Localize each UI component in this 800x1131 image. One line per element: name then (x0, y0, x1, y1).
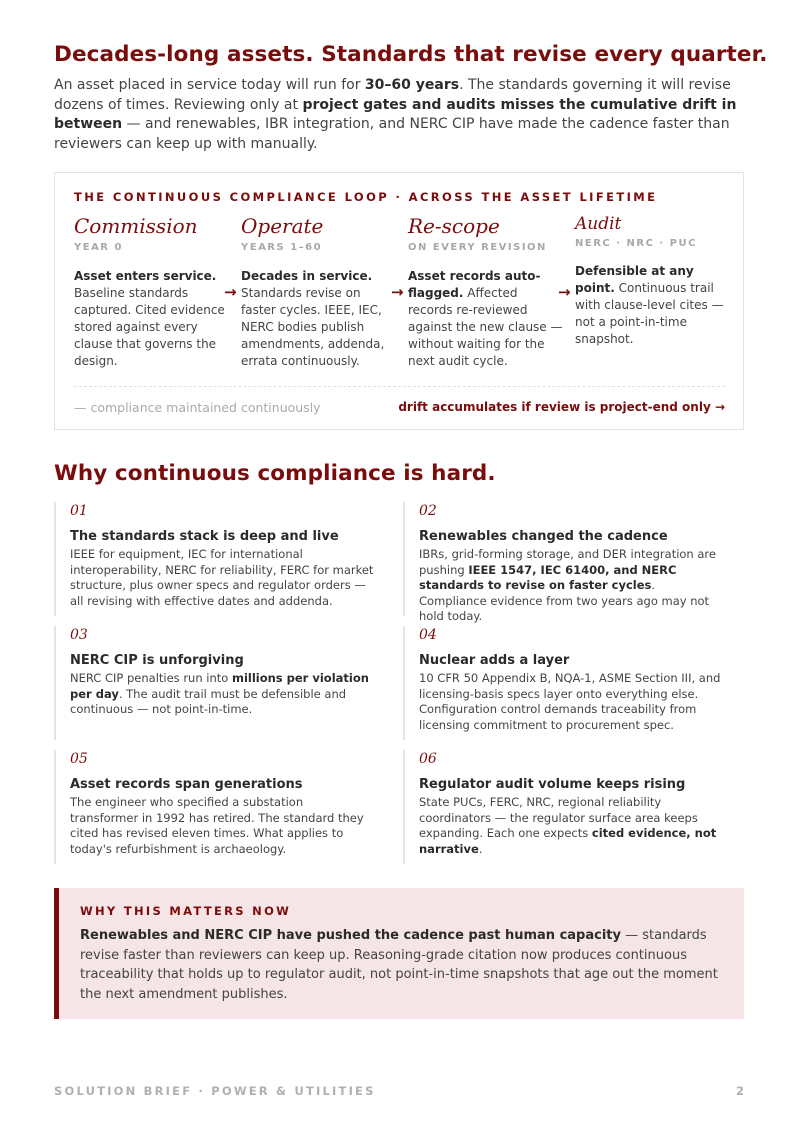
arrow-right-icon: → (224, 283, 237, 301)
stage-description (74, 268, 229, 370)
intro-emphasis: 30–60 years (364, 77, 460, 93)
compliance-loop-panel (54, 172, 744, 430)
stage-description (241, 268, 396, 370)
challenge-card (403, 502, 723, 623)
stage-subtitle: YEAR 0 (74, 242, 123, 253)
page-number: 2 (735, 1084, 744, 1098)
stage-audit (575, 213, 730, 348)
stage-lead: Asset records auto-flagged. (408, 269, 541, 300)
intro-emphasis: project gates and audits misses the cumulative drift in between (54, 96, 737, 132)
card-body: 10 CFR 50 Appendix B, NQA-1, ASME Section III, and licensing-basis specs layer onto everything else. Configuration control demands traceability from licensing commitment to procurement spec. (419, 671, 721, 732)
loop-footer-note: — compliance maintained continuously (74, 400, 321, 415)
card-body: . Compliance evidence from two years ago may not hold today. (419, 578, 710, 623)
callout-heading: WHY THIS MATTERS NOW (80, 904, 292, 918)
card-title: Regulator audit volume keeps rising (419, 777, 686, 792)
intro-text: . The standards governing it will revise dozens of times. Reviewing only at (54, 77, 731, 113)
stage-lead: Asset enters service. (74, 269, 217, 283)
card-text (70, 795, 374, 857)
intro-paragraph (54, 76, 744, 154)
intro-text: An asset placed in service today will run for (54, 77, 365, 93)
callout-body: — standards revise faster than reviewers can keep up. Reasoning-grade citation now produces continuous traceability that holds up to regulator audit, not point-in-time snapshots that age out the moment the next amendment publishes. (80, 928, 718, 1002)
loop-heading: THE CONTINUOUS COMPLIANCE LOOP · ACROSS THE ASSET LIFETIME (74, 190, 658, 204)
card-title: Nuclear adds a layer (419, 653, 570, 668)
card-text (70, 547, 374, 609)
card-body: IBRs, grid-forming storage, and DER integration are pushing (419, 547, 716, 577)
stage-name: Operate (241, 214, 324, 238)
loop-footer-warning: drift accumulates if review is project-end only → (398, 400, 725, 414)
arrow-right-icon: → (558, 283, 571, 301)
stage-name: Re-scope (408, 214, 500, 238)
page-title: Decades-long assets. Standards that revise every quarter. (54, 42, 768, 67)
card-emphasis: cited evidence, not narrative (419, 826, 717, 856)
challenge-card (403, 626, 723, 740)
intro-text: — and renewables, IBR integration, and NERC CIP have made the cadence faster than reviewers can keep up with manually. (54, 116, 730, 152)
card-number: 01 (70, 503, 88, 519)
challenge-card (54, 626, 374, 740)
card-body: The engineer who specified a substation transformer in 1992 has retired. The standard they cited has revised eleven times. What applies to today's refurbishment is archaeology. (70, 795, 364, 856)
stage-name: Commission (74, 214, 198, 238)
stage-body: Baseline standards captured. Cited evidence stored against every clause that governs the design. (74, 286, 225, 368)
page (54, 0, 768, 1131)
card-title: Renewables changed the cadence (419, 529, 668, 544)
stage-commission (74, 213, 229, 370)
stage-operate (241, 213, 396, 370)
stage-lead: Decades in service. (241, 269, 373, 283)
stage-subtitle: NERC · NRC · PUC (575, 238, 697, 249)
card-title: The standards stack is deep and live (70, 529, 339, 544)
card-number: 06 (419, 751, 437, 767)
stage-body: Continuous trail with clause-level cites — not a point-in-time snapshot. (575, 281, 724, 346)
stage-description (408, 268, 563, 370)
card-body: IEEE for equipment, IEC for international interoperability, NERC for reliability, FERC for market structure, plus owner specs and regulator orders — all revising with effective dates and addenda. (70, 547, 374, 608)
card-number: 03 (70, 627, 88, 643)
loop-divider (74, 386, 725, 387)
card-number: 04 (419, 627, 437, 643)
stage-description (575, 263, 730, 348)
stage-rescope (408, 213, 563, 370)
challenge-card (403, 750, 723, 864)
card-text (419, 547, 723, 625)
card-body: . (478, 841, 483, 856)
section-title: Why continuous compliance is hard. (54, 461, 496, 486)
card-emphasis: millions per violation per day (70, 671, 369, 701)
card-body: State PUCs, FERC, NRC, regional reliability coordinators — the regulator surface area keeps expanding. Each one expects (419, 795, 698, 840)
card-title: Asset records span generations (70, 777, 303, 792)
why-it-matters-callout (54, 888, 744, 1019)
footer-label: SOLUTION BRIEF · POWER & UTILITIES (54, 1084, 376, 1098)
card-emphasis: IEEE 1547, IEC 61400, and NERC standards to revise on faster cycles (419, 562, 677, 592)
card-body: NERC CIP penalties run into (70, 671, 232, 685)
callout-emphasis: Renewables and NERC CIP have pushed the cadence past human capacity (80, 928, 621, 943)
card-text (419, 795, 723, 857)
card-text (419, 671, 723, 733)
stage-body: Standards revise on faster cycles. IEEE, IEC, NERC bodies publish amendments, addenda, errata continuously. (241, 286, 385, 368)
card-text (70, 671, 374, 718)
card-body: . The audit trail must be defensible and continuous — not point-in-time. (70, 686, 347, 716)
stage-body: Affected records re-reviewed against the new clause — without waiting for the next audit cycle. (408, 286, 563, 368)
callout-text (80, 926, 720, 1004)
stage-name: Audit (575, 214, 622, 234)
stage-lead: Defensible at any point. (575, 264, 694, 295)
stage-subtitle: YEARS 1–60 (241, 242, 323, 253)
card-number: 05 (70, 751, 88, 767)
challenge-card (54, 750, 374, 864)
challenge-card (54, 502, 374, 616)
card-number: 02 (419, 503, 437, 519)
card-title: NERC CIP is unforgiving (70, 653, 244, 668)
stage-subtitle: ON EVERY REVISION (408, 242, 547, 253)
arrow-right-icon: → (391, 283, 404, 301)
